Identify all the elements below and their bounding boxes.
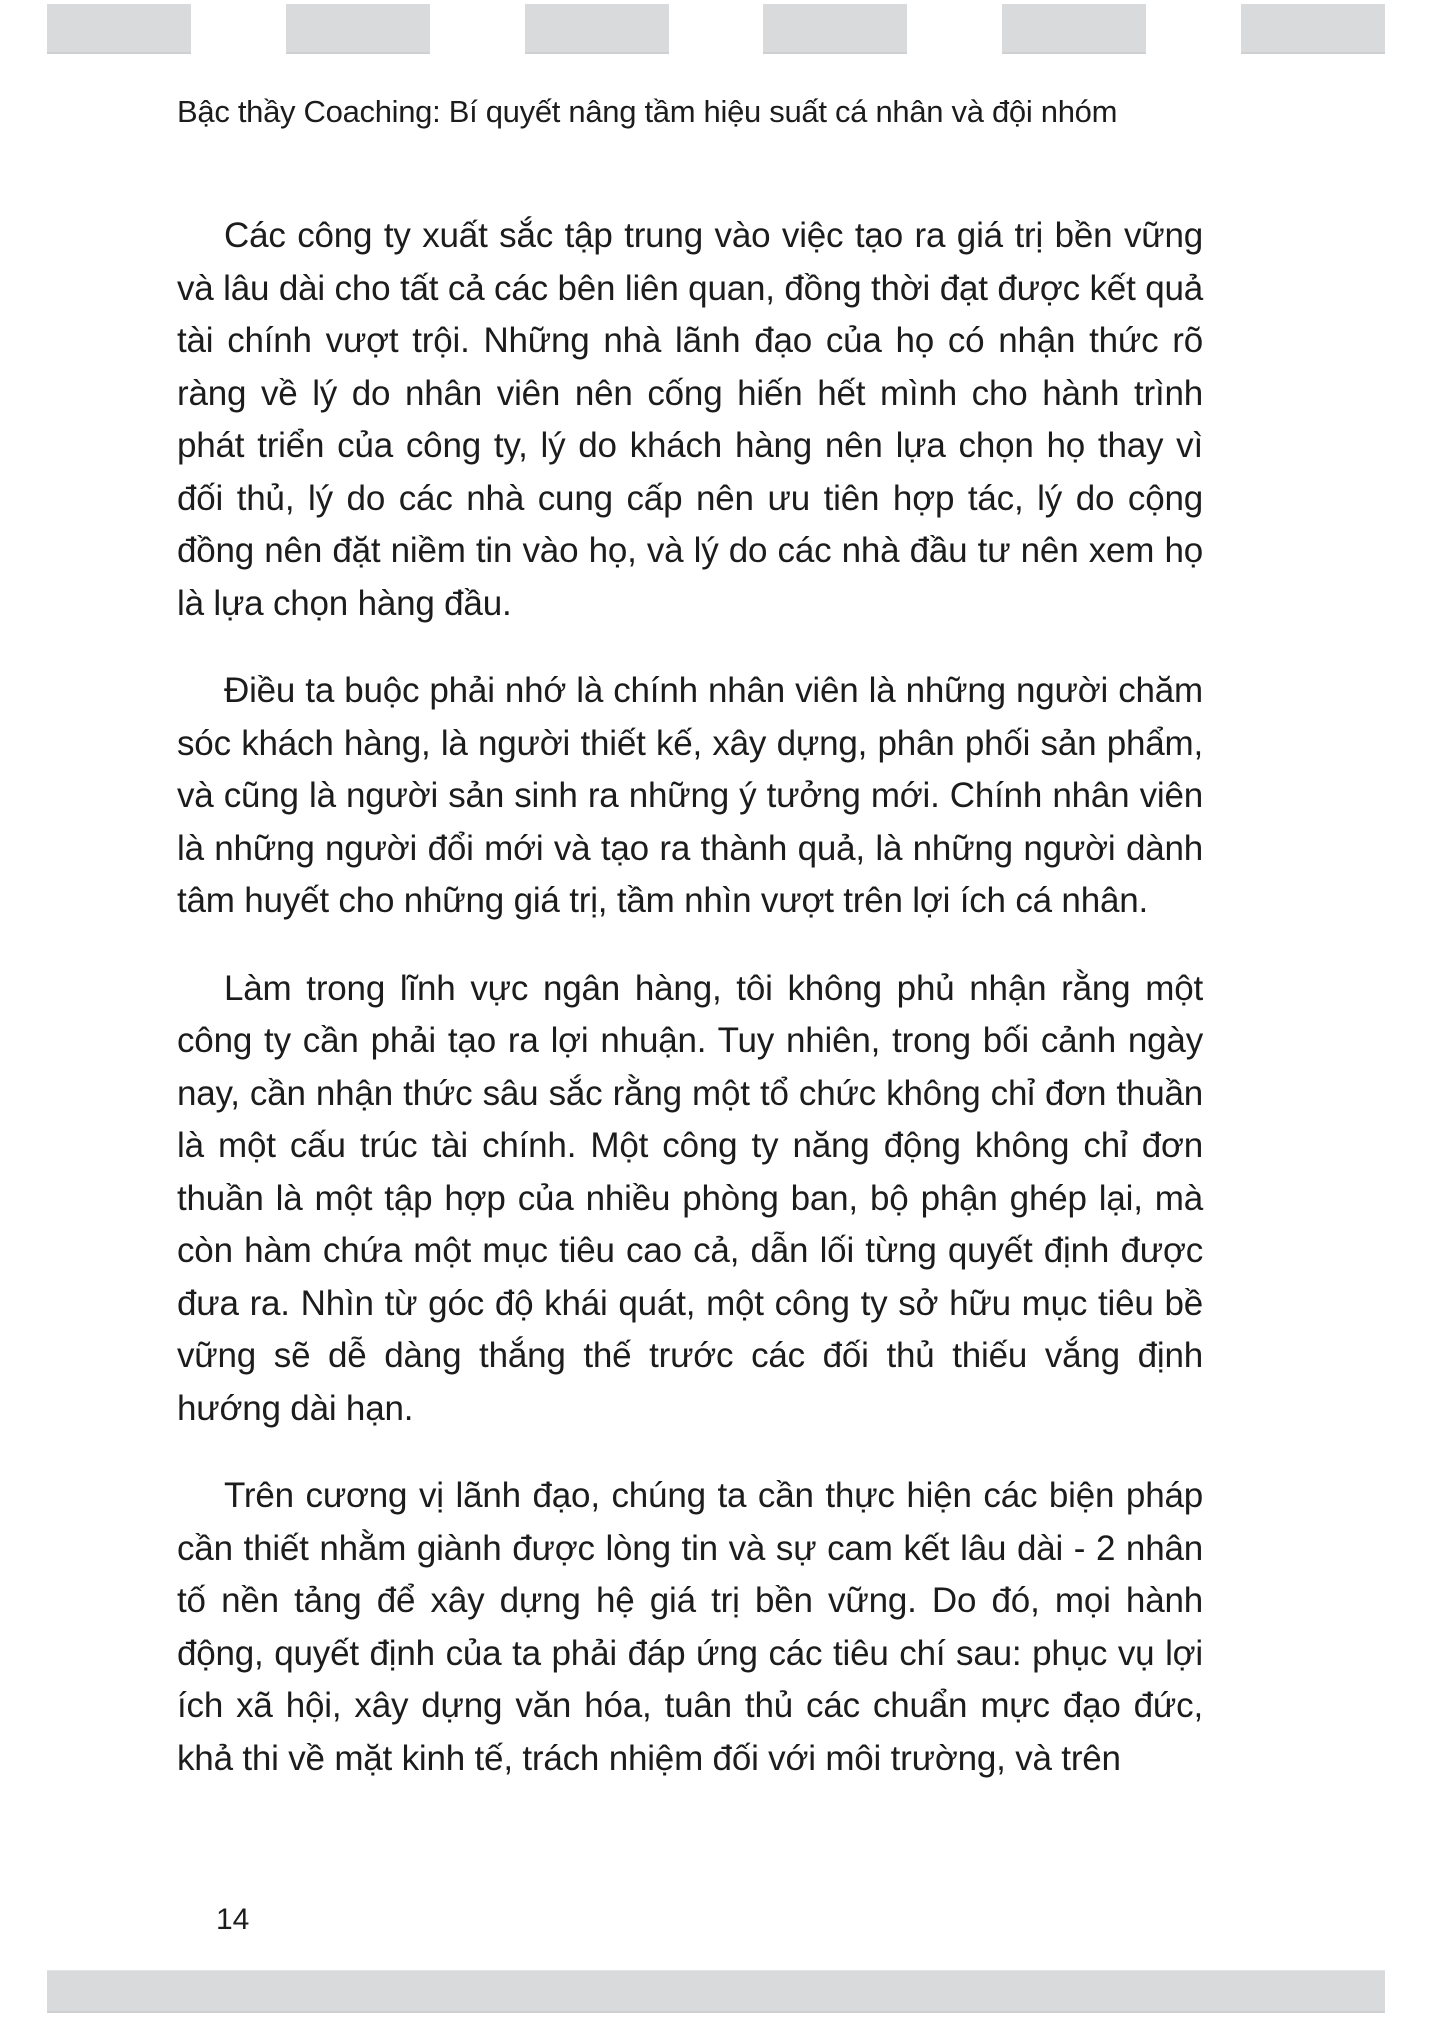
top-gray-blocks <box>47 4 1385 54</box>
bottom-gray-bar <box>47 1970 1385 2013</box>
paragraph: Các công ty xuất sắc tập trung vào việc tạo ra giá trị bền vững và lâu dài cho tất cả các bên liên quan, đồng thời đạt được kết quả tài chính vượt trội. Những nhà lãnh đạo của họ có nhận thức rõ ràng về lý do nhân viên nên cống hiến hết mình cho hành trình phát triển của công ty, lý do khách hàng nên lựa chọn họ thay vì đối thủ, lý do các nhà cung cấp nên ưu tiên hợp tác, lý do cộng đồng nên đặt niềm tin vào họ, và lý do các nhà đầu tư nên xem họ là lựa chọn hàng đầu. <box>177 216 1203 623</box>
gray-block <box>47 4 191 54</box>
gray-block <box>525 4 669 54</box>
paragraph: Làm trong lĩnh vực ngân hàng, tôi không phủ nhận rằng một công ty cần phải tạo ra lợi nhuận. Tuy nhiên, trong bối cảnh ngày nay, cần nhận thức sâu sắc rằng một tổ chức không chỉ đơn thuần là một cấu trúc tài chính. Một công ty năng động không chỉ đơn thuần là một tập hợp của nhiều phòng ban, bộ phận ghép lại, mà còn hàm chứa một mục tiêu cao cả, dẫn lối từng quyết định được đưa ra. Nhìn từ góc độ khái quát, một công ty sở hữu mục tiêu bề vững sẽ dễ dàng thắng thế trước các đối thủ thiếu vắng định hướng dài hạn. <box>177 968 1203 1428</box>
gray-block <box>1002 4 1146 54</box>
running-header: Bậc thầy Coaching: Bí quyết nâng tầm hiệu suất cá nhân và đội nhóm <box>177 94 1118 129</box>
gray-block <box>286 4 430 54</box>
page-body <box>177 210 1203 1785</box>
gray-block <box>1241 4 1385 54</box>
gray-block <box>763 4 907 54</box>
page-number: 14 <box>216 1903 250 1936</box>
paragraph: Điều ta buộc phải nhớ là chính nhân viên là những người chăm sóc khách hàng, là người thiết kế, xây dựng, phân phối sản phẩm, và cũng là người sản sinh ra những ý tưởng mới. Chính nhân viên là những người đổi mới và tạo ra thành quả, là những người dành tâm huyết cho những giá trị, tầm nhìn vượt trên lợi ích cá nhân. <box>177 671 1203 920</box>
paragraph: Trên cương vị lãnh đạo, chúng ta cần thực hiện các biện pháp cần thiết nhằm giành được lòng tin và sự cam kết lâu dài - 2 nhân tố nền tảng để xây dựng hệ giá trị bền vững. Do đó, mọi hành động, quyết định của ta phải đáp ứng các tiêu chí sau: phục vụ lợi ích xã hội, xây dựng văn hóa, tuân thủ các chuẩn mực đạo đức, khả thi về mặt kinh tế, trách nhiệm đối với môi trường, và trên <box>177 1476 1203 1778</box>
